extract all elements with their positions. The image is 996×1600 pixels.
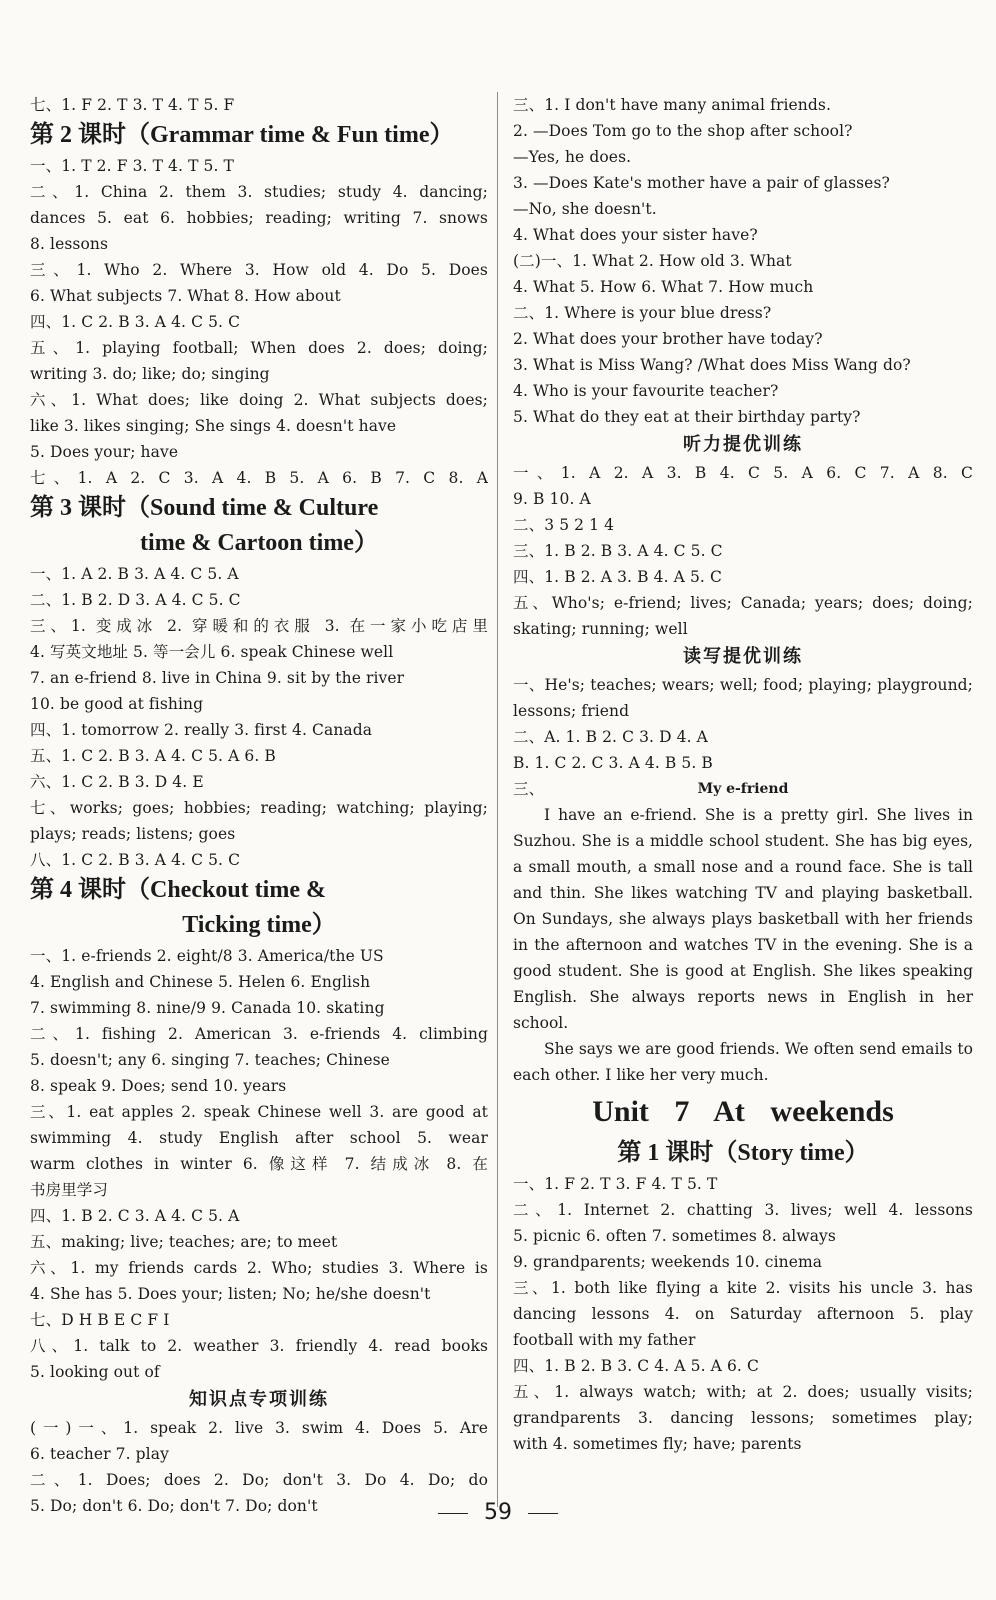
answer-line: 一、1. T 2. F 3. T 4. T 5. T (30, 157, 234, 175)
answer-line: dances 5. eat 6. hobbies; reading; writing 7. snows (30, 209, 488, 227)
section-subheading: 读写提优训练 (683, 646, 803, 667)
answer-line: —Yes, he does. (513, 148, 632, 166)
answer-line: 三、1. Who 2. Where 3. How old 4. Do 5. Does (30, 261, 488, 279)
lesson-heading: 第 1 课时（Story time） (617, 1140, 869, 1166)
answer-line: —No, she doesn't. (513, 200, 657, 218)
answer-line: 四、1. C 2. B 3. A 4. C 5. C (30, 313, 241, 331)
answer-line: 5. doesn't; any 6. singing 7. teaches; Chinese (30, 1051, 390, 1069)
page-number-text: 59 (484, 1500, 512, 1525)
answer-line: 一、1. e-friends 2. eight/8 3. America/the US (30, 947, 384, 965)
answer-line: 5. Does your; have (30, 443, 179, 461)
answer-line: (二)一、1. What 2. How old 3. What (513, 252, 792, 270)
answer-line: 二、1. B 2. D 3. A 4. C 5. C (30, 591, 241, 609)
answer-line: 7. an e-friend 8. live in China 9. sit by the river (30, 669, 405, 687)
answer-line: 4. She has 5. Does your; listen; No; he/she doesn't (30, 1285, 431, 1303)
answer-line: 七、D H B E C F I (30, 1311, 170, 1329)
answer-line: 一、He's; teaches; wears; well; food; playing; playground; (513, 676, 973, 694)
answer-line: skating; running; well (513, 620, 688, 638)
answer-line: writing 3. do; like; do; singing (30, 365, 270, 383)
page-number-dash-right (528, 1513, 558, 1514)
answer-line: 五、making; live; teaches; are; to meet (30, 1233, 338, 1251)
answer-line: 五、1. playing football; When does 2. does; doing; (30, 339, 488, 357)
column-divider (497, 92, 498, 1507)
answer-line: 六、1. C 2. B 3. D 4. E (30, 773, 204, 791)
answer-line: warm clothes in winter 6. 像这样 7. 结成冰 8. 在 (30, 1155, 488, 1173)
answer-line: B. 1. C 2. C 3. A 4. B 5. B (513, 754, 713, 772)
answer-line: 四、1. B 2. B 3. C 4. A 5. A 6. C (513, 1357, 759, 1375)
answer-line: 7. swimming 8. nine/9 9. Canada 10. skating (30, 999, 385, 1017)
page-number (0, 1500, 996, 1525)
answer-line: plays; reads; listens; goes (30, 825, 236, 843)
right-column (513, 92, 973, 1457)
essay-paragraph: She says we are good friends. We often send emails to each other. I like her very much. (513, 1040, 973, 1084)
answer-line: 5. Do; don't 6. Do; don't 7. Do; don't (30, 1497, 318, 1515)
lesson-heading: time & Cartoon time） (140, 530, 378, 556)
answer-line: 六、1. my friends cards 2. Who; studies 3. Where is (30, 1259, 488, 1277)
answer-line: 四、1. tomorrow 2. really 3. first 4. Canada (30, 721, 373, 739)
answer-line: 二、3 5 2 1 4 (513, 516, 615, 534)
answer-line: 四、1. B 2. A 3. B 4. A 5. C (513, 568, 722, 586)
answer-line: lessons; friend (513, 702, 630, 720)
answer-line: 二、1. fishing 2. American 3. e-friends 4. climbing (30, 1025, 488, 1043)
answer-line: like 3. likes singing; She sings 4. doesn't have (30, 417, 397, 435)
answer-line: 2. What does your brother have today? (513, 330, 823, 348)
answer-line: 一、1. F 2. T 3. F 4. T 5. T (513, 1175, 718, 1193)
answer-line: 三、1. 变成冰 2. 穿暖和的衣服 3. 在一家小吃店里 (30, 617, 488, 635)
answer-line: 二、A. 1. B 2. C 3. D 4. A (513, 728, 708, 746)
lesson-heading: 第 3 课时（Sound time & Culture (30, 495, 379, 521)
answer-line: 三、1. I don't have many animal friends. (513, 96, 831, 114)
answer-line: 9. B 10. A (513, 490, 591, 508)
answer-line: 9. grandparents; weekends 10. cinema (513, 1253, 823, 1271)
answer-line: (一)一、1. speak 2. live 3. swim 4. Does 5. Are (30, 1419, 488, 1437)
answer-line: 二、1. Internet 2. chatting 3. lives; well 4. lessons (513, 1201, 973, 1219)
answer-line: 3. —Does Kate's mother have a pair of glasses? (513, 174, 890, 192)
essay-title: My e-friend (697, 781, 789, 797)
answer-line: dancing lessons 4. on Saturday afternoon 5. play (513, 1305, 973, 1323)
answer-line: 10. be good at fishing (30, 695, 204, 713)
essay-paragraph: I have an e-friend. She is a pretty girl. She lives in Suzhou. She is a middle school student. She has big eyes, a small mouth, a small nose and a round face. She is tall and thin. She likes watching TV and playing basketball. On Sundays, she always plays basketball with her friends in the afternoon and watches TV in the evening. She is a good student. She is good at English. She likes speaking English. She always reports news in English in her school. (513, 806, 973, 1032)
answer-line: grandparents 3. dancing lessons; sometimes play; (513, 1409, 973, 1427)
answer-line: 5. looking out of (30, 1363, 160, 1381)
answer-line: 4. What does your sister have? (513, 226, 758, 244)
answer-line: 七、1. F 2. T 3. T 4. T 5. F (30, 96, 235, 114)
lesson-heading: 第 2 课时（Grammar time & Fun time） (30, 122, 454, 148)
answer-line: 书房里学习 (30, 1181, 109, 1199)
answer-line: football with my father (513, 1331, 696, 1349)
page-number-dash-left (438, 1513, 468, 1514)
answer-line: 三、1. eat apples 2. speak Chinese well 3. are good at (30, 1103, 488, 1121)
answer-line: 6. What subjects 7. What 8. How about (30, 287, 341, 305)
answer-line: 二、1. Where is your blue dress? (513, 304, 772, 322)
answer-line: 2. —Does Tom go to the shop after school? (513, 122, 853, 140)
answer-line: 一、1. A 2. A 3. B 4. C 5. A 6. C 7. A 8. C (513, 464, 973, 482)
section-subheading: 听力提优训练 (683, 434, 803, 455)
answer-line: 七、1. A 2. C 3. A 4. B 5. A 6. B 7. C 8. A (30, 469, 488, 487)
answer-line: 一、1. A 2. B 3. A 4. C 5. A (30, 565, 239, 583)
answer-line: 5. picnic 6. often 7. sometimes 8. always (513, 1227, 836, 1245)
unit-title: Unit 7 At weekends (592, 1095, 894, 1128)
section-subheading: 知识点专项训练 (189, 1389, 329, 1410)
answer-line: 八、1. C 2. B 3. A 4. C 5. C (30, 851, 241, 869)
answer-line: 4. What 5. How 6. What 7. How much (513, 278, 814, 296)
answer-line: 8. speak 9. Does; send 10. years (30, 1077, 287, 1095)
answer-line: swimming 4. study English after school 5. wear (30, 1129, 488, 1147)
answer-line: 六、1. What does; like doing 2. What subjects does; (30, 391, 488, 409)
answer-line: 三、1. both like flying a kite 2. visits his uncle 3. has (513, 1279, 973, 1297)
answer-line: 五、1. always watch; with; at 2. does; usually visits; (513, 1383, 973, 1401)
answer-line: 8. lessons (30, 235, 109, 253)
answer-line: 八、1. talk to 2. weather 3. friendly 4. read books (30, 1337, 488, 1355)
answer-line: 5. What do they eat at their birthday party? (513, 408, 861, 426)
answer-line: 五、Who's; e-friend; lives; Canada; years; does; doing; (513, 594, 973, 612)
lesson-heading: Ticking time） (182, 912, 336, 938)
answer-line: 4. 写英文地址 5. 等一会儿 6. speak Chinese well (30, 643, 394, 661)
answer-line: 七、works; goes; hobbies; reading; watching; playing; (30, 799, 488, 817)
lesson-heading: 第 4 课时（Checkout time & (30, 877, 326, 903)
answer-line: with 4. sometimes fly; have; parents (513, 1435, 802, 1453)
answer-line: 三、1. B 2. B 3. A 4. C 5. C (513, 542, 723, 560)
answer-line: 4. English and Chinese 5. Helen 6. English (30, 973, 371, 991)
answer-line: 4. Who is your favourite teacher? (513, 382, 779, 400)
answer-line: 3. What is Miss Wang? /What does Miss Wang do? (513, 356, 911, 374)
left-column (30, 92, 488, 1519)
answer-line: 五、1. C 2. B 3. A 4. C 5. A 6. B (30, 747, 276, 765)
answer-line: 6. teacher 7. play (30, 1445, 169, 1463)
answer-line: 二、1. Does; does 2. Do; don't 3. Do 4. Do; do (30, 1471, 488, 1489)
answer-line: 四、1. B 2. C 3. A 4. C 5. A (30, 1207, 240, 1225)
essay-title-row: 三、 My e-friend (513, 776, 973, 802)
answer-line: 二、1. China 2. them 3. studies; study 4. dancing; (30, 183, 488, 201)
